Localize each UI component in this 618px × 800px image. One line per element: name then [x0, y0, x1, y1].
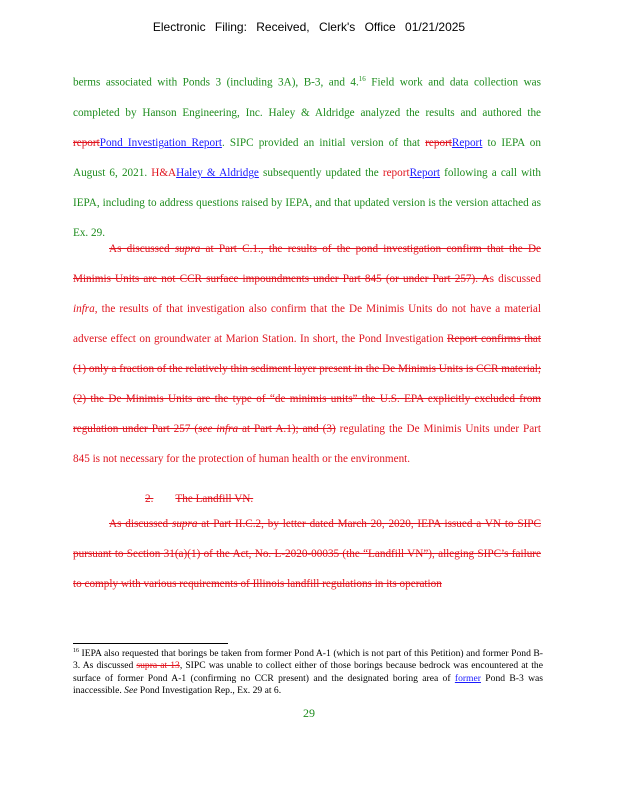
deleted-text: As discussed — [109, 243, 175, 255]
paragraph-pond-investigation — [73, 64, 541, 248]
footnote-text-d: Pond Investigation Rep., Ex. 29 at 6. — [137, 685, 282, 697]
heading-title: The Landfill VN. — [175, 493, 254, 505]
deleted-italic-text: supra — [171, 518, 198, 530]
paragraph-landfill-vn — [73, 509, 541, 599]
footnote-number: 16 — [73, 648, 79, 654]
changed-text: report — [382, 166, 410, 179]
p1-text-a: berms associated with Ponds 3 (including 3A), B-3, and 4. — [73, 76, 359, 89]
p2-italic-infra: infra — [73, 303, 95, 315]
p1-text-c: . SIPC provided an initial version of that — [221, 136, 426, 149]
changed-text: H&A — [151, 166, 177, 179]
deleted-text: at Part II.C.2, by letter dated March 20, 2020, IEPA issued a VN to SIPC pursuant to Section 31(a)(1) of the Act, No. L-2020-00035 (the “Landfill VN”), alleging SIPC’s failure to comply with various requirements of Illinois landfill regulations in its operation — [73, 518, 541, 590]
deleted-text: at Part C.1., the results of the pond investigation confirm that the De Minimis Units are not CCR surface impoundments under Part 845 (or under Part 257). A — [73, 243, 541, 285]
footnote-16 — [73, 645, 543, 697]
deleted-text: Report confirms that (1) only a fraction of the relatively thin sediment layer present in the De Minimis Units is CCR material; (2) the De Minimis Units are the type of “de minimis units” the U.S. EPA explicitly excluded from regulation under Part 257 ( — [73, 333, 541, 435]
footnote-see: See — [124, 685, 138, 697]
footnote-ref-16[interactable]: 16 — [358, 75, 366, 83]
p2-text-1: s discussed — [489, 273, 541, 285]
filing-header: Electronic Filing: Received, Clerk's Office 01/21/2025 — [152, 20, 466, 34]
deleted-text: report — [425, 136, 452, 149]
deleted-italic-text: supra — [174, 243, 201, 255]
page-number: 29 — [303, 706, 315, 720]
deleted-text: report — [73, 136, 100, 149]
inserted-text: Pond Investigation Report — [99, 136, 222, 149]
inserted-text: Haley & Aldridge — [176, 166, 259, 179]
deleted-text: supra at 13 — [136, 660, 180, 672]
deleted-text: at Part A.1); and (3) — [238, 423, 336, 435]
heading-number: 2. — [145, 493, 154, 505]
paragraph-de-minimis — [73, 234, 541, 474]
deleted-text: As discussed — [109, 518, 172, 530]
inserted-text: Report — [409, 166, 441, 179]
p1-text-b: Field work and data collection was completed by Hanson Engineering, Inc. Haley & Aldridge analyzed the results and authored the — [73, 76, 541, 119]
footnote-text-a: IEPA also requested that borings be taken from former Pond A-1 (which is not part of this Petition) and former Pond B-3. As discussed — [73, 648, 543, 672]
deleted-italic-text: see infra — [198, 423, 239, 435]
inserted-text: former — [454, 672, 481, 684]
p1-text-e: subsequently updated the — [258, 166, 383, 179]
footnote-divider — [73, 643, 228, 644]
p2-text-3: regulating the De Minimis Units under Part 845 is not necessary for the protection of human health or the environment. — [73, 423, 541, 465]
p2-text-2: , the results of that investigation also confirm that the De Minimis Units do not have a material adverse effect on groundwater at Marion Station. In short, the Pond Investigation — [73, 303, 541, 345]
footnote-text-b: , SIPC was unable to collect either of those borings because bedrock was encountered at the surface of former Pond A-1 (confirming no CCR present) and the designated boring area of — [73, 660, 543, 684]
footnote-text-c: Pond B-3 was inaccessible. — [73, 672, 543, 697]
inserted-text: Report — [451, 136, 483, 149]
p1-text-d: to IEPA on August 6, 2021. — [73, 136, 541, 179]
p1-text-f: following a call with IEPA, including to address questions raised by IEPA, and that updated version is the version attached as Ex. 29. — [73, 166, 541, 239]
